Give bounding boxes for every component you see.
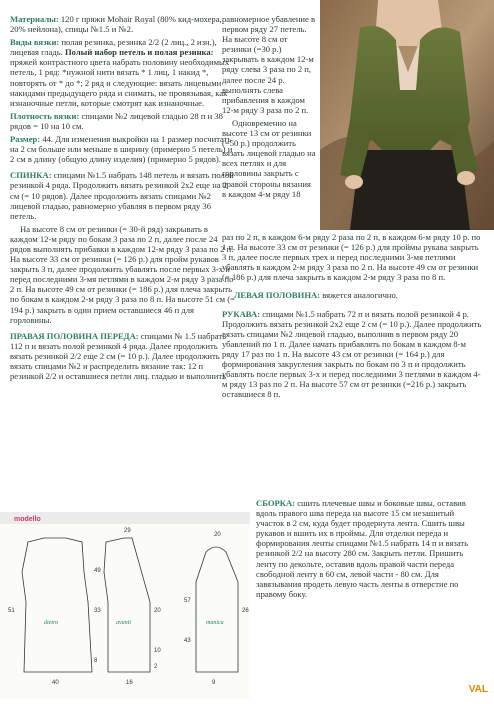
density-paragraph: Плотность вязки: спицами №2 лицевой гладью 28 п и 38 рядов = 10 на 10 см. [10, 110, 223, 131]
dim-front-side: 20 [154, 608, 161, 614]
dim-back-waist: 8 [94, 658, 98, 664]
pattern-diagram [0, 512, 250, 699]
front-piece-label: avanti [116, 620, 131, 626]
dim-back-side: 33 [94, 608, 101, 614]
sleeve-piece-label: manica [206, 620, 224, 626]
dim-front-lower: 10 [154, 648, 161, 654]
mid-paragraph-3: раз по 2 п, в каждом 6-м ряду 2 раза по 2 п, в каждом 6-м ряду 10 р. по 1 п. На высоте 33 см от резинки (= 126 р.) для проймы рукава закрыть 3 п, далее после первых трех и перед последними 3-мя петлями убавлять в каждом 2-м ряду 3 раза по 2 п. На высоте 49 см от резинки (= 186 р.) для плеча закрыть в каждом 2-м ряду 3 раза по 8 п. [222, 232, 481, 283]
dim-back-height: 51 [8, 608, 15, 614]
mid-paragraph-1: равномерное убавление в первом ряду 27 петель. На высоте 8 см от резинки (=30 р.) закрывать в каждом 12-м ряду слева 3 раза по 2 п, далее после 24 р. выполнять слева прибавления в каждом 12-м ряду 3 раза по 2 п. [222, 14, 316, 115]
back-piece-label: dietro [44, 620, 59, 626]
front-paragraph: ПРАВАЯ ПОЛОВИНА ПЕРЕДА: спицами № 1.5 набрать 112 п и вязать полой резинкой 4 ряда. Далее продолжить вязать резинкой 2/2 еще 2 см (= 10 р.). Далее продолжить вязать спицами №2 и распределить вязание так: 12 п резинкой 2/2 и оставшиеся петли лиц. гладью и выполнить [10, 330, 227, 382]
dim-sleeve-top: 20 [214, 532, 221, 538]
mid-paragraph-2: Одновременно на высоте 13 см от резинки (=50 р.) продолжить вязать лицевой гладью на всех петлях и для горловины закрыть с правой стороны вязания в каждом 4-м ряду 18 [222, 117, 316, 199]
pattern-diagram-svg [0, 512, 250, 699]
dim-front-top: 29 [124, 528, 131, 534]
dim-back-armhole: 49 [94, 568, 101, 574]
materials-paragraph: Материалы: 120 г пряжи Mohair Royal (80% кид-мохера, 20% нейлона), спицы №1.5 и №2. [10, 14, 222, 35]
dim-sleeve-lower: 43 [184, 638, 191, 644]
assembly-paragraph: СБОРКА: сшить плечевые швы и боковые швы, оставив вдоль правого шва переда на высоте 15 см незашитый участок в 2 см, куда будет продернута лента. Сшить швы рукавов и вшить их в проймы. Для отделки переда и формирования ленты спицами №1.5 набрать 14 п и вязать резинкой 2/2 на высоту 280 см. Закрыть петли. Пришить ленту по декольте, оставив вдоль правой части переда свободной ленту в 60 см, левой части - 80 см. Для завязывания продеть левую часть ленты в отверстие по правому боку. [256, 498, 469, 599]
page-footer: VAL [468, 684, 488, 695]
back-paragraph-2: На высоте 8 см от резинки (= 30-й ряд) закрывать в каждом 12-м ряду по бокам 3 раза по 2 п, далее после 24 рядов выполнять прибавки в каждом 12-м ряду 3 раза по 2 п. На высоте 33 см от резинки (= 126 р.) для пройм рукавов закрыть 3 п, далее продолжить убавлять после первых 3-х и перед последними 3-мя петлями в каждом 2-м ряду 3 раза по 2 п. На высоте 49 см от резинки (= 186 р.) для плеча закрыть по бокам в каждом 2-м ряду 3 раза по 8 п. На высоте 51 см (= 194 р.) закрыть в один прием оставшиеся 46 п для горловины. [10, 223, 235, 325]
dim-front-rib: 2 [154, 664, 158, 670]
dim-sleeve-cuff: 9 [212, 680, 216, 686]
model-photo-image [320, 0, 494, 230]
size-paragraph: Размер: 44. Для изменения выкройки на 1 размер посчитать на 2 см больше или меньше в ширину (примерно 5 петель) и 2 см в длину (общую длину изделия) (примерно 5 рядов). [10, 134, 233, 165]
knit-paragraph: Виды вязки: полая резинка, резинка 2/2 (2 лиц., 2 изн.), лицевая гладь. Полый набор петель и полая резинка: пряжей контрастного цвета набрать половину необходимых петель, 1 ряд: *нужной нити вязать * 1 лиц, 1 накид *, повторять от * до *; 2 ряд и следующие: вязать лицевыми накидами предыдущего ряда и снимать, не провязывая, как изнаночные петли, которые смотрят как изнаночные. [10, 37, 230, 108]
model-photo [320, 0, 494, 230]
diagram-brand: modello [14, 516, 41, 523]
right-column [222, 232, 484, 402]
left-column [10, 14, 236, 384]
dim-back-width: 40 [52, 680, 59, 686]
dim-front-width: 16 [126, 680, 133, 686]
sleeve-paragraph: РУКАВА: спицами №1.5 набрать 72 п и вязать полой резинкой 4 р. Продолжить вязать резинкой 2х2 еще 2 см (= 10 р.). Далее продолжить вязать спицами №2 лицевой гладью, выполнив в первом ряду 20 убавлений по 1 п. Далее начать прибавлять по бокам в каждом 8-м ряду 17 раз по 1 п. На высоте 43 см от резинки (= 164 р.) для формирования закругления закрыть по бокам по 3 п и продолжить убавлять после первых 3-х и перед последними 3 петлями в каждом 4-м ряду 13 раз по 2 п. На высоте 57 см от резинки (=216 р.) закрыть оставшиеся 8 п. [222, 308, 482, 400]
assembly-column [256, 498, 484, 602]
left-half-paragraph: ЛЕВАЯ ПОЛОВИНА: вяжется аналогично. [234, 290, 398, 301]
dim-sleeve-length: 57 [184, 598, 191, 604]
mid-column-top [222, 14, 316, 202]
back-paragraph: СПИНКА: спицами №1.5 набрать 148 петель и вязать полой резинкой 4 ряда. Продолжить вязать резинкой 2х2 еще на 2 см (= 10 рядов). Далее продолжить вязать спицами №2 лицевой гладью, равномерно убавляя в первом ряду 36 петель. [10, 170, 234, 221]
dim-sleeve-width: 26 [242, 608, 249, 614]
